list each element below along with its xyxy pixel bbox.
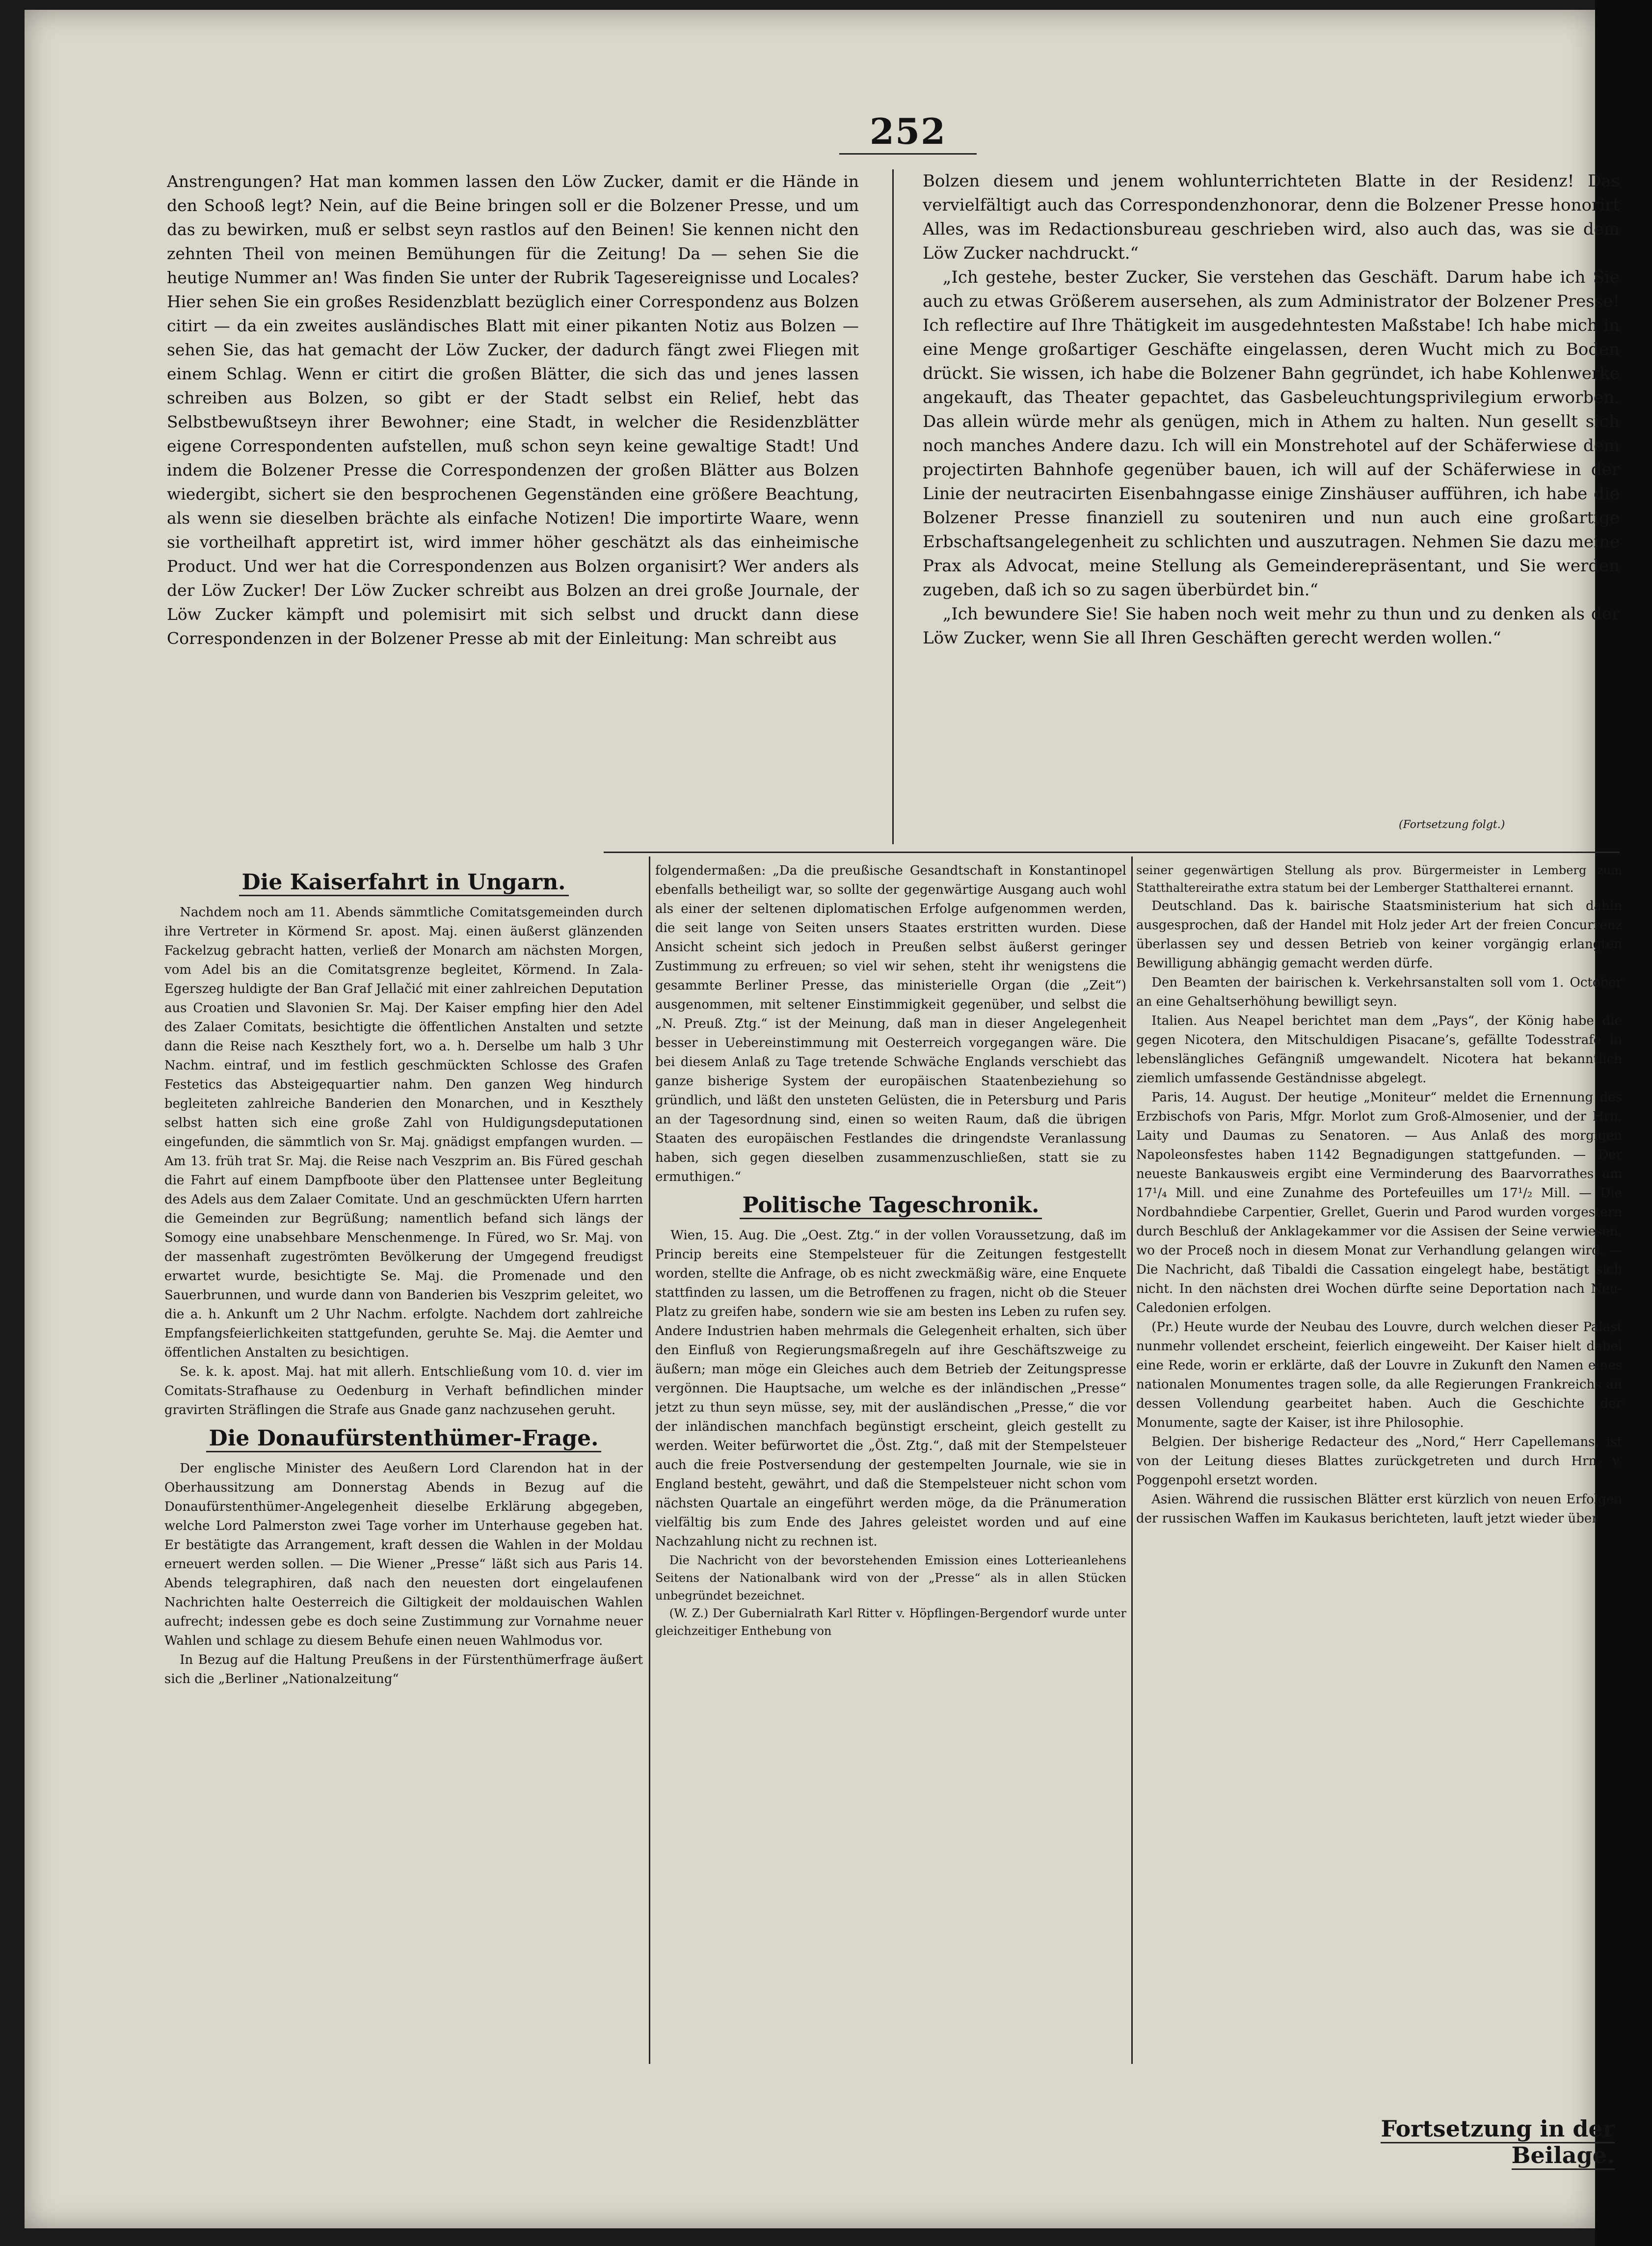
continued-in-supplement: Fortsetzung in der Beilage. xyxy=(1271,2115,1615,2168)
article-donaufrage: Der englische Minister des Aeußern Lord Clarendon hat in der Oberhaussitzung am Donnerstag Abends in Bezug auf die Donaufürstenthümer-Angelegenheit dieselbe Erklärung abgegeben, welche Lord Palmerston zwei Tage vorher im Unterhause gegeben hat. Er bestätigte das Arrangement, kraft dessen die Wahlen in der Moldau erneuert werden sollen. — Die Wiener „Presse“ läßt sich aus Paris 14. Abends telegraphiren, daß nach den neuesten dort eingelaufenen Nachrichten halte Oesterreich die Giltigkeit der moldauischen Wahlen aufrecht; indessen gebe es doch seine Zustimmung zur Vornahme neuer Wahlen und schlage zu diesem Behufe einen neuen Wahlmodus vor. xyxy=(164,1461,643,1648)
heading-donaufuerstenthuemer: Die Donaufürstenthümer-Frage. xyxy=(164,1425,643,1452)
heading-kaiserfahrt: Die Kaiserfahrt in Ungarn. xyxy=(164,869,643,896)
feuilleton-paragraph-2: „Ich gestehe, bester Zucker, Sie verstehen das Geschäft. Darum habe ich Sie auch zu etwas Größerem ausersehen, als zum Administrator der Bolzener Presse! Ich reflectire auf Ihre Thätigkeit im ausgedehntesten Maßstabe! Ich habe mich in eine Menge großartiger Geschäfte eingelassen, deren Wucht mich zu Boden drückt. Sie wissen, ich habe die Bolzener Bahn gegründet, ich habe Kohlenwerke angekauft, das Theater gepachtet, das Gasbeleuchtungsprivilegium erworben. Das allein würde mehr als genügen, mich in Athem zu halten. Nun gesellt sich noch manches Andere dazu. Ich will ein Monstrehotel auf der Schäferwiese dem projectirten Bahnhofe gegenüber bauen, ich will auf der Schäferwiese in der Linie der neutracirten Eisenbahngasse einige Zinshäuser aufführen, ich habe die Bolzener Presse finanziell zu souteniren und nun auch eine großartige Erbschaftsangelegenheit zu schlichten und auszutragen. Nehmen Sie dazu meine Prax als Advocat, meine Stellung als Gemeinderepräsentant, und Sie werden zugeben, daß ich so zu sagen überbürdet bin.“ xyxy=(923,267,1620,600)
feuilleton-text-left: Anstrengungen? Hat man kommen lassen den Löw Zucker, damit er die Hände in den Schooß legt? Nein, auf die Beine bringen soll er die Bolzener Presse, und um das zu bewirken, muß er selbst seyn rastlos auf den Beinen! Sie kennen nicht den zehnten Theil von meinen Bemühungen für die Zeitung! Da — sehen Sie die heutige Nummer an! Was finden Sie unter der Rubrik Tagesereignisse und Locales? Hier sehen Sie ein großes Residenzblatt bezüglich einer Correspondenz aus Bolzen citirt — da ein zweites ausländisches Blatt mit einer pikanten Notiz aus Bolzen — sehen Sie, das hat gemacht der Löw Zucker, der dadurch fängt zwei Fliegen mit einem Schlag. Wenn er citirt die großen Blätter, die sich das und jenes lassen schreiben aus Bolzen, so gibt er der Stadt selbst ein Relief, hebt das Selbstbewußtseyn ihrer Bewohner; eine Stadt, in welcher die Residenzblätter eigene Correspondenten aufstellen, muß schon seyn keine gewaltige Stadt! Und indem die Bolzener Presse die Correspondenzen der großen Blätter aus Bolzen wiedergibt, sichert sie den besprochenen Gegenständen eine größere Beachtung, als wenn sie dieselben brächte als einfache Notizen! Die importirte Waare, wenn sie vortheilhaft appretirt ist, wird immer höher geschätzt als das einheimische Product. Und wer hat die Correspondenzen aus Bolzen organisirt? Wer anders als der Löw Zucker! Der Löw Zucker schreibt aus Bolzen an drei große Journale, der Löw Zucker kämpft und polemisirt mit sich selbst und druckt dann diese Correspondenzen in der Bolzener Presse ab mit der Einleitung: Man schreibt aus xyxy=(167,172,859,648)
article-deutschland: Deutschland. Das k. bairische Staatsministerium hat sich dahin ausgesprochen, daß der Handel mit Holz jeder Art der freien Concurrenz überlassen sey und dessen Betrieb von keiner vorgängig erlangten Bewilligung abhängig gemacht werden dürfe. xyxy=(1136,899,1622,971)
continuation-note: (Fortsetzung folgt.) xyxy=(1399,819,1505,831)
section-divider xyxy=(604,852,1620,853)
column-divider-top xyxy=(892,169,894,844)
column-divider-1 xyxy=(649,856,650,2064)
feuilleton-paragraph-3: „Ich bewundere Sie! Sie haben noch weit mehr zu thun und zu denken als der Löw Zucker, wenn Sie all Ihren Geschäften gerecht werden wollen.“ xyxy=(923,604,1620,648)
article-italien: Italien. Aus Neapel berichtet man dem „Pays“, der König habe die gegen Nicotera, den Mitschuldigen Pisacane’s, gefällte Todesstrafe in lebenslängliches Gefängniß umgewandelt. Nicotera hat bekanntlich ziemlich umfassende Geständnisse abgelegt. xyxy=(1136,1014,1622,1086)
article-belgien: Belgien. Der bisherige Redacteur des „Nord,“ Herr Capellemans, ist von der Leitung dieses Blattes zurückgetreten und durch Hrn. v. Poggenpohl ersetzt worden. xyxy=(1136,1435,1622,1488)
column-divider-2 xyxy=(1131,856,1133,2064)
article-begnadigung: Se. k. k. apost. Maj. hat mit allerh. Entschließung vom 10. d. vier im Comitats-Strafhause zu Oedenburg in Verhaft befindlichen minder gravirten Sträflingen die Strafe aus Gnade ganz nachzusehen geruht. xyxy=(164,1364,643,1417)
article-lotterieanlehen: Die Nachricht von der bevorstehenden Emission eines Lotterieanlehens Seitens der Nationalbank wird von der „Presse“ als in allen Stücken unbegründet bezeichnet. xyxy=(655,1553,1126,1603)
feuilleton-right-column xyxy=(923,169,1620,822)
article-gubernialrath: (W. Z.) Der Gubernialrath Karl Ritter v. Höpflingen-Bergendorf wurde unter gleichzeitiger Enthebung von xyxy=(655,1606,1126,1638)
article-preussen: In Bezug auf die Haltung Preußens in der Fürstenthümerfrage äußert sich die „Berliner „Nationalzeitung“ xyxy=(164,1653,643,1686)
article-lemberg: seiner gegenwärtigen Stellung als prov. Bürgermeister in Lemberg zum Statthaltereirathe extra statum bei der Lemberger Statthalterei ernannt. xyxy=(1136,863,1622,895)
article-nationalzeitung: folgendermaßen: „Da die preußische Gesandtschaft in Konstantinopel ebenfalls betheiligt war, so sollte der gegenwärtige Ausgang auch wohl als einer der seltenen diplomatischen Erfolge aufgenommen werden, die seit lange von Seiten unsers Staates erstritten wurden. Diese Ansicht scheint sich jedoch in Preußen selbst äußerst geringer Zustimmung zu erfreuen; so viel wir sehen, steht ihr wenigstens die gesammte Berliner Presse, das ministerielle Organ (die „Zeit“) ausgenommen, mit seltener Einstimmigkeit gegenüber, und selbst die „N. Preuß. Ztg.“ ist der Meinung, daß man in dieser Angelegenheit besser in Uebereinstimmung mit Oesterreich vorgegangen wäre. Die bei diesem Anlaß zu Tage tretende Schwäche Englands verschiebt das ganze bisherige System der europäischen Staatenbeziehung so gründlich, und läßt den unsteten Gelüsten, die in Petersburg und Paris an der Tagesordnung sind, einen so weiten Raum, daß die übrigen Staaten des europäischen Festlandes die dringendste Veranlassung haben, sich gegen dieselben zusammenzuschließen, statt sie zu ermuthigen.“ xyxy=(655,863,1126,1184)
page-number: 252 xyxy=(869,110,947,152)
feuilleton-paragraph-1: Bolzen diesem und jenem wohlunterrichteten Blatte in der Residenz! Das vervielfältigt auch das Correspondenzhonorar, denn die Bolzener Presse honorirt Alles, was im Redactionsbureau geschrieben wird, also auch das, was sie dem Löw Zucker nachdruckt.“ xyxy=(923,171,1620,263)
article-beamten: Den Beamten der bairischen k. Verkehrsanstalten soll vom 1. October an eine Gehaltserhöhung bewilligt seyn. xyxy=(1136,975,1622,1009)
news-column-3 xyxy=(1136,861,1622,2098)
article-paris: Paris, 14. August. Der heutige „Moniteur“ meldet die Ernennung des Erzbischofs von Paris, Mfgr. Morlot zum Groß-Almosenier, und der Hrn. Laity und Daumas zu Senatoren. — Aus Anlaß des morgigen Napoleonsfestes haben 1142 Begnadigungen stattgefunden. — Der neueste Bankausweis ergibt eine Verminderung des Baarvorrathes um 17¹/₄ Mill. und eine Zunahme des Portefeuilles um 17¹/₂ Mill. — Die Nordbahndiebe Carpentier, Grellet, Guerin und Parod wurden vorgestern durch Beschluß der Anklagekammer vor die Assisen der Seine verwiesen, wo der Proceß noch in diesem Monat zur Verhandlung gelangen wird. — Die Nachricht, daß Tibaldi die Cassation eingelegt habe, bestätigt sich nicht. In den nächsten drei Wochen dürfte seine Deportation nach Neu-Caledonien erfolgen. xyxy=(1136,1090,1622,1315)
article-louvre: (Pr.) Heute wurde der Neubau des Louvre, durch welchen dieser Palast nunmehr vollendet erscheint, feierlich eingeweiht. Der Kaiser hielt dabei eine Rede, worin er erklärte, daß der Louvre in Zukunft den Namen eines nationalen Monumentes tragen solle, da alle Regierungen Frankreichs an dessen Vollendung gearbeitet haben. Auch die Geschichte der Monumente, sagte der Kaiser, ist ihre Philosophie. xyxy=(1136,1320,1622,1430)
article-wien: Wien, 15. Aug. Die „Oest. Ztg.“ in der vollen Voraussetzung, daß im Princip bereits eine Stempelsteuer für die Zeitungen festgestellt worden, stellte die Anfrage, ob es nicht zweckmäßig wäre, eine Enquete stattfinden zu lassen, um die Betroffenen zu fragen, nicht ob die Steuer Platz zu greifen habe, sondern wie sie am besten ins Leben zu rufen sey. Andere Industrien haben mehrmals die Gelegenheit erhalten, sich über den Einfluß von Regierungsmaßregeln auf ihre Geschäftszweige zu äußern; man möge ein Gleiches auch dem Betrieb der Zeitungspresse vergönnen. Die Hauptsache, um welche es der inländischen „Presse“ jetzt zu thun seyn müsse, sey, mit der ausländischen „Presse,“ die vor der inländischen manchfach begünstigt erscheint, gleich gestellt zu werden. Weiter befürwortet die „Öst. Ztg.“, daß mit der Stempelsteuer auch die freie Postversendung der gestempelten Journale, wie sie in England besteht, gewährt, und daß die Stempelsteuer nicht schon vom nächsten Quartale an eingeführt werden möge, da die Pränumeration vielfältig bis zum Ende des Jahres geleistet worden und auf eine Nachzahlung nicht zu rechnen ist. xyxy=(655,1228,1126,1549)
feuilleton-left-column xyxy=(167,169,859,839)
article-kaiserfahrt: Nachdem noch am 11. Abends sämmtliche Comitatsgemeinden durch ihre Vertreter in Körmend Sr. apost. Maj. einen äußerst glänzenden Fackelzug gebracht hatten, verließ der Monarch am nächsten Morgen, vom Adel bis an die Comitatsgrenze begleitet, Körmend. In Zala-Egerszeg huldigte der Ban Graf Jellačić mit einer zahlreichen Deputation aus Croatien und Slavonien Sr. Maj. Der Kaiser empfing hier den Adel des Zalaer Comitats, besichtigte die öffentlichen Anstalten und setzte dann die Reise nach Keszthely fort, wo a. h. Derselbe um halb 3 Uhr Nachm. eintraf, und im festlich geschmückten Schlosse des Grafen Festetics das Absteigequartier nahm. Den ganzen Weg hindurch begleiteten zahlreiche Banderien den Monarchen, und in Keszthely selbst hatten sich eine große Zahl von Huldigungsdeputationen eingefunden, die sämmtlich von Sr. Maj. gnädigst empfangen wurden. — Am 13. früh trat Sr. Maj. die Reise nach Veszprim an. Bis Füred geschah die Fahrt auf einem Dampfboote über den Plattensee unter Begleitung des Adels aus dem Zalaer Comitate. Und an geschmückten Ufern harrten die Gemeinden zur Begrüßung; namentlich befand sich längs der Somogy eine unabsehbare Menschenmenge. In Füred, wo Sr. Maj. von der massenhaft zugeströmten Bevölkerung der Umgegend freudigst erwartet wurde, besichtigte Se. Maj. die Promenade und den Sauerbrunnen, und wurde dann von Banderien bis Veszprim geleitet, wo die a. h. Ankunft um 2 Uhr Nachm. erfolgte. Nachdem dort zahlreiche Empfangsfeierlichkeiten stattgefunden, geruhte Se. Maj. die Aemter und öffentlichen Anstalten zu besichtigen. xyxy=(164,905,643,1360)
page-number-rule xyxy=(839,153,977,155)
news-column-2 xyxy=(655,861,1126,2054)
heading-tageschronik: Politische Tageschronik. xyxy=(655,1192,1126,1219)
article-asien: Asien. Während die russischen Blätter erst kürzlich von neuen Erfolgen der russischen Waffen im Kaukasus berichteten, lauft jetzt wieder über xyxy=(1136,1492,1622,1526)
news-column-1 xyxy=(164,864,643,2120)
